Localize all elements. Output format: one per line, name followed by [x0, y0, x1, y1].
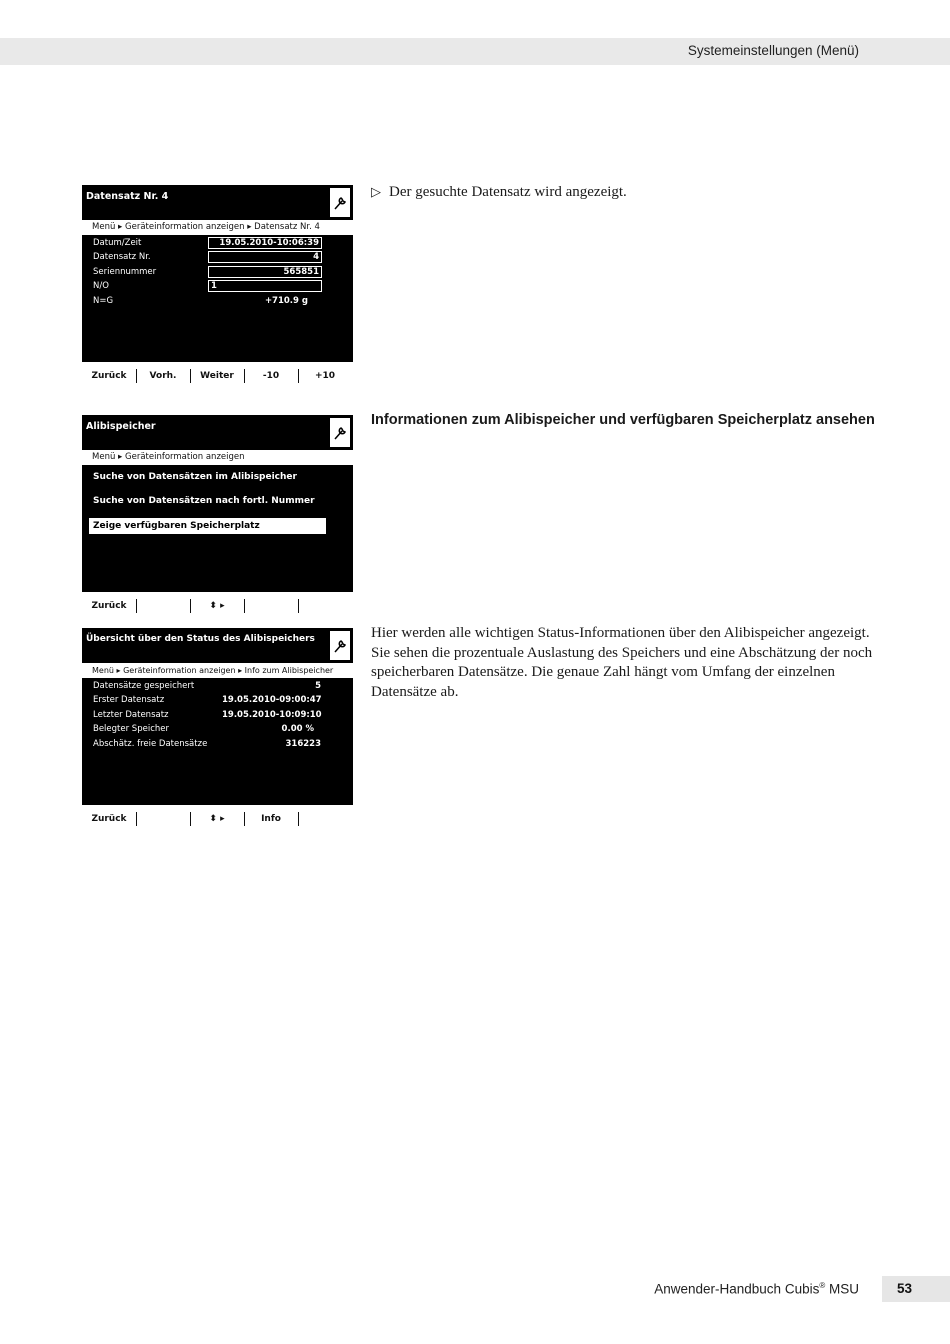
softkey-empty[interactable] — [136, 593, 190, 619]
softkey-info[interactable]: Info — [261, 814, 281, 824]
menu-item-show-storage[interactable]: Zeige verfügbaren Speicherplatz — [89, 518, 326, 534]
screen-datensatz — [82, 185, 353, 389]
paragraph-line: speicherbaren Datensätze. Die genaue Zahl hängt vom Umfang der einzelnen — [371, 664, 835, 680]
softkey-navigate[interactable]: ⬍ ▸ — [209, 601, 225, 611]
softkey-back[interactable]: Zurück — [91, 601, 127, 611]
menu-item-search-alibi[interactable]: Suche von Datensätzen im Alibispeicher — [93, 472, 297, 482]
first-record-value: 19.05.2010-09:00:47 — [222, 695, 322, 705]
row-label: Belegter Speicher — [93, 724, 169, 734]
screen-display — [82, 185, 353, 362]
used-memory-value: 0.00 % — [281, 724, 314, 734]
datetime-field: 19.05.2010-10:06:39 — [208, 237, 322, 249]
page-number: 53 — [882, 1276, 950, 1302]
triangle-icon: ▷ — [371, 185, 381, 200]
softkey-navigate[interactable]: ⬍ ▸ — [209, 814, 225, 824]
wrench-icon[interactable] — [329, 417, 351, 448]
softkey-minus10[interactable]: -10 — [262, 371, 280, 381]
screen-alibispeicher — [82, 415, 353, 619]
screen-status — [82, 628, 353, 832]
screen-display — [82, 415, 353, 592]
softkey-bar — [82, 593, 353, 619]
status-description — [371, 624, 872, 702]
free-records-value: 316223 — [285, 739, 321, 749]
last-record-value: 19.05.2010-10:09:10 — [222, 710, 322, 720]
breadcrumb: Menü ▸ Geräteinformation anzeigen — [82, 450, 353, 465]
record-number-field: 4 — [208, 251, 322, 263]
softkey-plus10[interactable]: +10 — [314, 371, 336, 381]
row-label: Datum/Zeit — [93, 238, 142, 248]
softkey-empty[interactable] — [136, 806, 190, 832]
wrench-icon[interactable] — [329, 187, 351, 218]
section-title: Systemeinstellungen (Menü) — [687, 43, 859, 58]
row-label: Letzter Datensatz — [93, 710, 169, 720]
menu-item-search-number[interactable]: Suche von Datensätzen nach fortl. Nummer — [93, 496, 315, 506]
breadcrumb: Menü ▸ Geräteinformation anzeigen ▸ Datensatz Nr. 4 — [82, 220, 353, 235]
page-header — [0, 38, 950, 65]
row-label: Datensatz Nr. — [93, 252, 151, 262]
softkey-back[interactable]: Zurück — [91, 814, 127, 824]
wrench-icon[interactable] — [329, 630, 351, 661]
screen-display — [82, 628, 353, 805]
paragraph-line: Datensätze ab. — [371, 683, 459, 700]
no-field: 1 — [208, 280, 322, 292]
result-note — [371, 184, 627, 201]
screen-title: Alibispeicher — [86, 421, 156, 432]
screen-title: Übersicht über den Status des Alibispeichers — [86, 634, 315, 644]
row-label: N=G — [93, 296, 114, 306]
breadcrumb: Menü ▸ Geräteinformation anzeigen ▸ Info zum Alibispeicher — [82, 663, 353, 678]
paragraph-line: Sie sehen die prozentuale Auslastung des Speichers und eine Abschätzung der noch — [371, 644, 873, 661]
section-heading: Informationen zum Alibispeicher und verfügbaren Speicherplatz ansehen — [371, 412, 875, 428]
manual-title: Anwender-Handbuch Cubis® MSU — [654, 1281, 859, 1297]
row-label: Seriennummer — [93, 267, 157, 277]
row-label: Datensätze gespeichert — [93, 681, 195, 691]
screen-title: Datensatz Nr. 4 — [86, 191, 169, 202]
softkey-empty[interactable] — [298, 806, 352, 832]
softkey-empty[interactable] — [298, 593, 352, 619]
softkey-empty[interactable] — [244, 593, 298, 619]
page-footer — [0, 1276, 950, 1302]
paragraph-line: Hier werden alle wichtigen Status-Informationen über den Alibispeicher angezeigt. — [371, 625, 870, 641]
softkey-next[interactable]: Weiter — [200, 371, 234, 381]
stored-count-value: 5 — [315, 681, 321, 691]
softkey-prev[interactable]: Vorh. — [149, 371, 177, 381]
result-text: Der gesuchte Datensatz wird angezeigt. — [389, 184, 627, 200]
row-label: Abschätz. freie Datensätze — [93, 739, 208, 749]
softkey-bar — [82, 806, 353, 832]
weight-value: +710.9 g — [264, 296, 308, 306]
row-label: Erster Datensatz — [93, 695, 165, 705]
softkey-back[interactable]: Zurück — [91, 371, 127, 381]
serial-number-field: 565851 — [208, 266, 322, 278]
row-label: N/O — [93, 281, 109, 291]
softkey-bar — [82, 363, 353, 389]
